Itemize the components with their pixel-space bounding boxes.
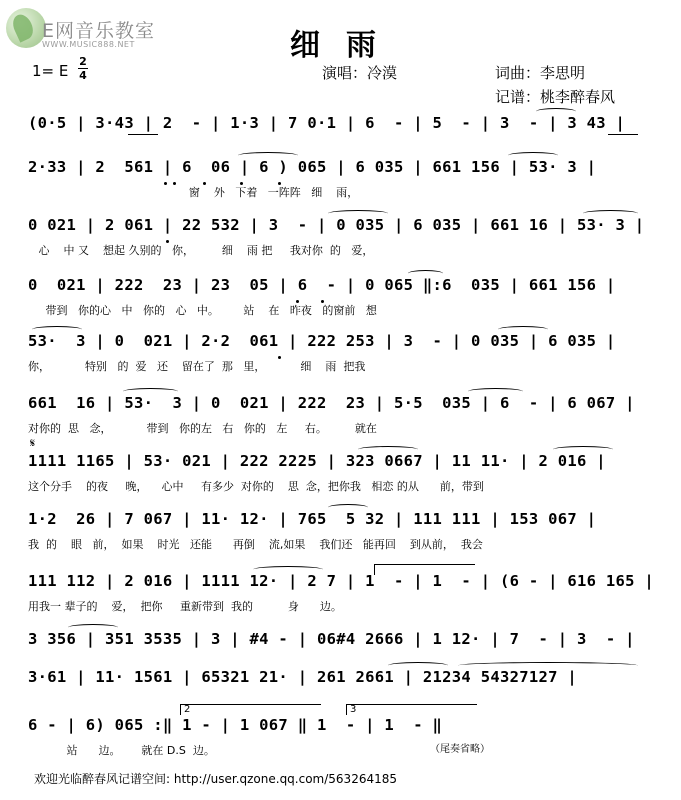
song-title: 细雨 [290, 28, 402, 63]
score-row-12 [28, 704, 646, 774]
volta-number-2: 2 [184, 704, 191, 715]
score-row-8 [28, 510, 646, 568]
score-row-4 [28, 276, 646, 334]
time-bottom: 4 [79, 69, 87, 82]
lyrics-line: 带到 你的心 中 你的 心 中。 站 在 昨夜 的窗前 想 [28, 304, 377, 317]
time-signature [78, 56, 88, 81]
lyrics-line: 你， 特别 的 爱 还 留在了 那 里， 细 雨 把我 [28, 360, 366, 373]
volta-bracket [374, 564, 475, 575]
score-row-2 [28, 158, 646, 216]
notation-line: (0·5 | 3·43 | 2 - | 1·3 | 7 0·1 | 6 - | 5 - | 3 - | 3 43 | [28, 114, 626, 132]
lyrics-line: 窗 外 下着 一阵阵 细 雨， [28, 186, 359, 199]
composer-credit: 词曲：李思明 [495, 64, 586, 82]
volta-number-3: 3 [350, 704, 357, 715]
notation-line: 2·33 | 2 561 | 6 06 | 6 ) 065 | 6 035 | 661 156 | 53· 3 | [28, 158, 597, 176]
notation-line: 111 112 | 2 016 | 1111 12· | 2 7 | 1 - | 1 - | (6 - | 616 165 | [28, 572, 655, 590]
lyrics-line: 用我一 辈子的 爱， 把你 重新带到 我的 身 边。 [28, 600, 342, 613]
score-row-5 [28, 332, 646, 390]
volta-bracket-2 [180, 704, 321, 715]
ending-note: （尾奏省略） [430, 744, 490, 755]
lyrics-line: 站 边。 就在 D.S 边。 [28, 744, 215, 757]
segno-icon: 𝄋 [30, 436, 36, 450]
notation-line: 53· 3 | 0 021 | 2·2 061 | 222 253 | 3 - | 0 035 | 6 035 | [28, 332, 616, 350]
score-row-9 [28, 572, 655, 630]
logo-url: WWW.MUSIC888.NET [42, 40, 135, 49]
score-row-6 [28, 394, 646, 452]
notation-line: 3 356 | 351 3535 | 3 | #4 - | 06#4 2666 | 1 12· | 7 - | 3 - | [28, 630, 635, 648]
score-row-7 [28, 436, 646, 510]
notation-line: 0 021 | 222 23 | 23 05 | 6 - | 0 065 ‖:6 035 | 661 156 | [28, 276, 616, 294]
key-signature: 1= E [32, 62, 69, 80]
footer-credit: 欢迎光临醉春风记谱空间: http://user.qzone.qq.com/563264185 [34, 772, 398, 786]
notation-line: 6 - | 6) 065 :‖ 1 - | 1 067 ‖ 1 - | 1 - ‖ [28, 716, 443, 734]
transcriber-credit: 记谱：桃李醉春风 [495, 88, 616, 106]
lyrics-line: 这个分手 的夜 晚， 心中 有多少 对你的 思 念，把你我 相恋 的从 前，带到 [28, 480, 484, 493]
logo-text: E网音乐教室 [42, 20, 156, 42]
notation-line: 1·2 26 | 7 067 | 11· 12· | 765 5 32 | 111 111 | 153 067 | [28, 510, 597, 528]
lyrics-line: 心 中 又 想起 久别的 你， 细 雨 把 我对你 的 爱， [28, 244, 374, 257]
lyrics-line: 我 的 眼 前， 如果 时光 还能 再倒 流,如果 我们还 能再回 到从前， 我会 [28, 538, 483, 551]
time-top: 2 [79, 55, 87, 68]
score-row-3 [28, 216, 646, 274]
notation-line: 0 021 | 2 061 | 22 532 | 3 - | 0 035 | 6 035 | 661 16 | 53· 3 | [28, 216, 645, 234]
site-logo [6, 8, 166, 48]
volta-bracket-3 [346, 704, 477, 715]
lyrics-line: 对你的 思 念， 带到 你的左 右 你的 左 右。 就在 [28, 422, 377, 435]
notation-line: 661 16 | 53· 3 | 0 021 | 222 23 | 5·5 035 | 6 - | 6 067 | [28, 394, 635, 412]
singer-credit: 演唱：冷漠 [322, 64, 398, 82]
notation-line: 1111 1165 | 53· 021 | 222 2225 | 323 0667 | 11 11· | 2 016 | [28, 452, 606, 470]
notation-line: 3·61 | 11· 1561 | 65321 21· | 261 2661 | 21234 54327127 | [28, 668, 578, 686]
